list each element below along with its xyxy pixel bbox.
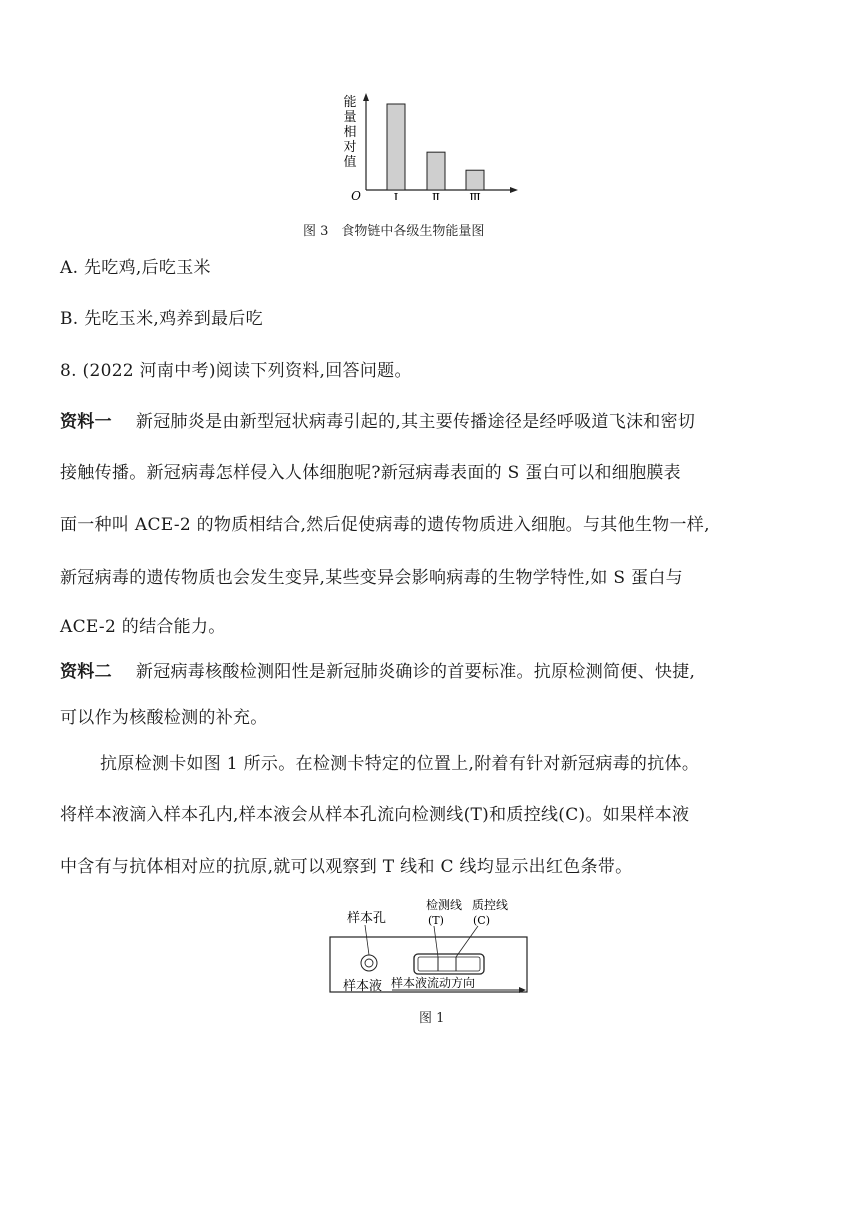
y-axis-arrow [363, 93, 369, 101]
paragraph-line-1: 抗原检测卡如图 1 所示。在检测卡特定的位置上,附着有针对新冠病毒的抗体。 [100, 754, 700, 774]
x-tick-label-1: Ⅰ [393, 191, 399, 200]
x-tick-label-3: Ⅲ [469, 191, 481, 200]
label-control-code: (C) [473, 914, 490, 927]
label-flow-direction: 样本液流动方向 [391, 976, 476, 990]
test-card-svg [328, 894, 532, 1000]
origin-label: O [351, 189, 361, 200]
material1-line-5: ACE-2 的结合能力。 [60, 617, 226, 637]
material1-line-4: 新冠病毒的遗传物质也会发生变异,某些变异会影响病毒的生物学特性,如 S 蛋白与 [60, 568, 683, 588]
label-test-line: 检测线 [426, 898, 463, 912]
option-b: B. 先吃玉米,鸡养到最后吃 [60, 309, 263, 329]
question-8: 8. (2022 河南中考)阅读下列资料,回答问题。 [60, 361, 412, 381]
material2-line-2: 可以作为核酸检测的补充。 [60, 708, 268, 728]
x-axis-arrow [510, 187, 518, 193]
label-sample-liquid: 样本液 [343, 979, 383, 994]
test-card-figure [328, 894, 532, 1000]
paragraph-line-3: 中含有与抗体相对应的抗原,就可以观察到 T 线和 C 线均显示出红色条带。 [60, 857, 633, 877]
label-test-code: (T) [428, 914, 444, 927]
y-axis-label: 能量相对值 [343, 95, 357, 170]
material1-line-2: 接触传播。新冠病毒怎样侵入人体细胞呢?新冠病毒表面的 S 蛋白可以和细胞膜表 [60, 463, 681, 483]
energy-bar-chart-svg [334, 90, 524, 200]
label-control-line: 质控线 [472, 898, 509, 912]
material2-label: 资料二 [60, 662, 112, 682]
material1-line-1 [60, 410, 695, 434]
option-a: A. 先吃鸡,后吃玉米 [60, 258, 211, 278]
material2-line-1 [60, 660, 695, 684]
material1-text-1: 新冠肺炎是由新型冠状病毒引起的,其主要传播途径是经呼吸道飞沫和密切 [135, 412, 696, 432]
material1-label: 资料一 [60, 412, 112, 432]
figure3-caption: 图 3 食物链中各级生物能量图 [303, 224, 485, 239]
label-sample-hole: 样本孔 [347, 911, 387, 926]
energy-bar-chart [334, 90, 524, 200]
paragraph-line-2: 将样本液滴入样本孔内,样本液会从样本孔流向检测线(T)和质控线(C)。如果样本液 [60, 805, 690, 825]
bar-2 [427, 152, 445, 190]
bar-3 [466, 170, 484, 190]
x-tick-label-2: Ⅱ [431, 191, 441, 200]
material1-line-3: 面一种叫 ACE-2 的物质相结合,然后促使病毒的遗传物质进入细胞。与其他生物一样, [60, 515, 710, 535]
material2-text-1: 新冠病毒核酸检测阳性是新冠肺炎确诊的首要标准。抗原检测简便、快捷, [135, 662, 696, 682]
figure1-caption: 图 1 [419, 1011, 445, 1026]
bar-1 [387, 104, 405, 190]
